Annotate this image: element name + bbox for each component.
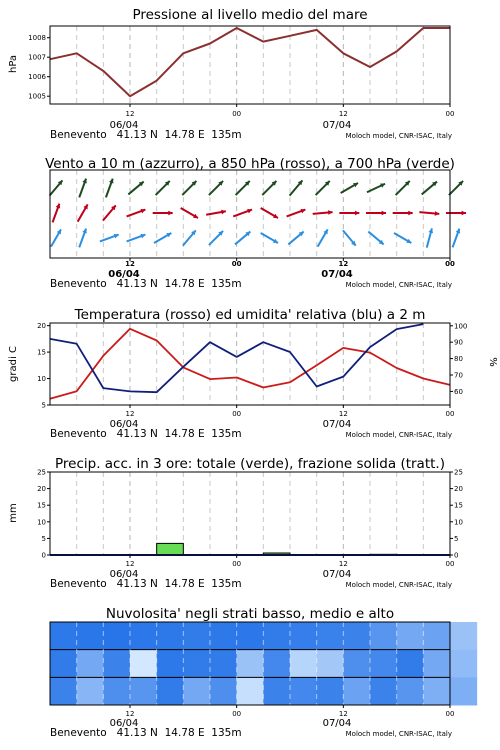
y-tick-label: 5 (41, 401, 46, 410)
cloud-cell (50, 622, 77, 650)
cloud-cell (210, 650, 237, 678)
wind-700-arrow (209, 181, 223, 195)
cloud-cell (450, 677, 477, 705)
wind-700-arrow (262, 181, 276, 195)
cloud-cell (157, 650, 184, 678)
cloud-cell (370, 677, 397, 705)
y-tick-label: 20 (454, 485, 463, 494)
pressure-footer (50, 120, 452, 141)
cloud-cell (130, 677, 157, 705)
y-tick-label: 1005 (28, 92, 46, 101)
cloud-cell (290, 622, 317, 650)
temp-rh-gridlines (77, 323, 424, 405)
x-tick-label: 12 (125, 110, 135, 118)
y-tick-label: 20 (37, 485, 46, 494)
wind-frame (50, 170, 450, 258)
cloud-cell (263, 677, 290, 705)
arrow-head (462, 211, 466, 216)
wind-10m-arrow (427, 228, 433, 247)
x-tick-label: 12 (125, 710, 135, 718)
cloud-cell (237, 622, 264, 650)
cloud-cell (290, 677, 317, 705)
arrow-head (168, 211, 172, 216)
temp-rh-panel (8, 307, 498, 440)
cloud-credit: Moloch model, CNR-ISAC, Italy (345, 730, 452, 738)
temp-y-ticks (37, 322, 50, 409)
wind-location: Benevento 41.13 N 14.78 E 135m (50, 278, 242, 290)
pressure-series (50, 28, 450, 96)
wind-700-arrow (182, 181, 196, 195)
cloud-cell (77, 650, 104, 678)
wind-850-arrow (287, 209, 306, 217)
wind-arrows (50, 179, 466, 248)
cloud-location: Benevento 41.13 N 14.78 E 135m (50, 727, 242, 739)
precip-gridlines (77, 472, 424, 555)
cloud-cell (103, 622, 130, 650)
cloud-cell (157, 677, 184, 705)
cloud-cell (210, 677, 237, 705)
wind-850-arrow (446, 211, 466, 216)
arrow-head (408, 211, 412, 216)
temp-rh-title: Temperatura (rosso) ed umidita' relativa (blu) a 2 m (74, 307, 426, 323)
x-tick-label: 12 (338, 260, 349, 268)
x-tick-label: 00 (231, 260, 242, 268)
wind-850-arrow (153, 211, 173, 216)
precip-x-ticks (126, 555, 455, 568)
wind-10m-arrow (318, 229, 328, 246)
x-tick-label: 12 (125, 410, 135, 418)
y-tick-label: 10 (37, 518, 46, 527)
cloud-cell (290, 650, 317, 678)
wind-850-arrow (103, 205, 116, 220)
wind-x-ticks (125, 258, 455, 268)
x-tick-label: 12 (338, 560, 348, 568)
wind-850-arrow (366, 211, 386, 216)
temp-rh-series (50, 324, 450, 399)
cloud-cell (343, 677, 370, 705)
wind-10m-arrow (453, 229, 461, 248)
cloud-cell (423, 622, 450, 650)
cloud-cell (237, 677, 264, 705)
cloud-cell (77, 622, 104, 650)
wind-panel (45, 156, 466, 290)
x-tick-label: 12 (338, 710, 348, 718)
temp-rh-x-ticks (126, 405, 455, 418)
y-tick-label: 15 (37, 348, 46, 357)
y-tick-label: 25 (37, 468, 46, 477)
wind-700-arrow (367, 183, 385, 192)
y-tick-label: 0 (41, 551, 46, 560)
cloud-cell (237, 650, 264, 678)
cloud-cell (183, 677, 210, 705)
precip-location: Benevento 41.13 N 14.78 E 135m (50, 578, 242, 590)
pressure-line (50, 28, 450, 96)
wind-10m-arrow (51, 229, 61, 246)
cloud-cell (450, 622, 477, 650)
x-tick-label: 12 (125, 560, 135, 568)
precip-panel (8, 456, 463, 590)
cloud-panel (50, 606, 477, 739)
x-tick-label: 12 (338, 110, 348, 118)
rh-ylabel: % (487, 357, 498, 367)
y-tick-label: 10 (454, 518, 463, 527)
pressure-x-ticks (126, 104, 455, 118)
cloud-footer (50, 718, 452, 739)
temp-ylabel: gradi C (8, 346, 19, 382)
cloud-cell (50, 650, 77, 678)
y-tick-label: 1006 (28, 73, 46, 82)
x-tick-label: 00 (445, 260, 455, 268)
y-tick-label: 15 (454, 501, 463, 510)
cloud-cell (423, 677, 450, 705)
x-tick-label: 00 (232, 410, 242, 418)
wind-850-arrow (127, 209, 146, 217)
temp-rh-location: Benevento 41.13 N 14.78 E 135m (50, 428, 242, 440)
wind-850-arrow (53, 204, 61, 223)
cloud-cell (370, 622, 397, 650)
wind-10m-arrow (183, 230, 196, 245)
x-tick-label: 00 (445, 110, 455, 118)
cloud-cell (343, 622, 370, 650)
pressure-panel (8, 7, 454, 141)
wind-footer (50, 269, 452, 290)
wind-10m-arrow (79, 229, 87, 248)
x-tick-label: 00 (232, 560, 242, 568)
wind-700-arrow (316, 181, 330, 195)
y-tick-label: 15 (37, 501, 46, 510)
precip-y-ticks (37, 469, 50, 560)
precip-frame (50, 472, 450, 555)
cloud-cell (423, 650, 450, 678)
wind-10m-arrow (343, 230, 356, 245)
temp-rh-date-2: 07/04 (322, 419, 352, 430)
cloud-cell (263, 650, 290, 678)
x-tick-label: 00 (445, 560, 455, 568)
pressure-frame (50, 26, 450, 104)
wind-850-arrow (313, 210, 333, 215)
cloud-cell (397, 650, 424, 678)
pressure-gridlines (77, 26, 424, 104)
cloud-cell (183, 650, 210, 678)
wind-10m-arrow (235, 232, 250, 245)
y-tick-label: 20 (37, 322, 46, 331)
temp-rh-credit: Moloch model, CNR-ISAC, Italy (345, 431, 452, 439)
precip-ylabel: mm (8, 503, 19, 523)
arrow-head (382, 211, 386, 216)
wind-10m-arrow (209, 231, 223, 245)
arrow-head (355, 211, 359, 216)
y-tick-label: 70 (454, 371, 463, 380)
cloud-cell (317, 622, 344, 650)
pressure-date-1: 06/04 (109, 120, 139, 131)
cloud-cell (317, 677, 344, 705)
cloud-cell (103, 650, 130, 678)
precip-bars (50, 543, 450, 555)
rh-y-ticks (450, 322, 467, 396)
wind-credit: Moloch model, CNR-ISAC, Italy (345, 281, 452, 289)
wind-700-arrow (79, 179, 87, 198)
y-tick-label: 60 (454, 387, 463, 396)
y-tick-label: 100 (454, 322, 468, 331)
precip-bar (157, 543, 184, 555)
wind-700-arrow (50, 180, 63, 195)
precip-credit: Moloch model, CNR-ISAC, Italy (345, 581, 452, 589)
cloud-cell (397, 622, 424, 650)
y-tick-label: 10 (37, 375, 46, 384)
arrow-head (435, 211, 440, 216)
cloud-cell (103, 677, 130, 705)
wind-10m-arrow (100, 234, 119, 242)
wind-700-arrow (128, 182, 143, 195)
wind-10m-arrow (288, 232, 303, 245)
y-tick-label: 1007 (28, 53, 46, 62)
wind-700-arrow (449, 181, 463, 195)
precip-date-2: 07/04 (322, 569, 352, 580)
wind-700-arrow (106, 179, 114, 198)
x-tick-label: 00 (445, 710, 455, 718)
precip-title: Precip. acc. in 3 ore: totale (verde), frazione solida (tratt.) (55, 456, 445, 472)
cloud-cell (130, 650, 157, 678)
cloud-cell (50, 677, 77, 705)
y-tick-label: 5 (454, 534, 459, 543)
cloud-date-2: 07/04 (322, 718, 352, 729)
cloud-cell (370, 650, 397, 678)
cloud-cell (77, 677, 104, 705)
precip-footer (50, 569, 452, 590)
y-tick-label: 90 (454, 338, 463, 347)
wind-700-arrow (422, 182, 437, 195)
wind-date-2: 07/04 (321, 269, 353, 280)
x-tick-label: 00 (232, 710, 242, 718)
cloud-x-ticks (126, 705, 455, 718)
wind-700-arrow (156, 181, 170, 195)
pressure-title: Pressione al livello medio del mare (132, 7, 368, 23)
y-tick-label: 1008 (28, 34, 46, 43)
pressure-date-2: 07/04 (322, 120, 352, 131)
wind-850-arrow (206, 210, 226, 215)
x-tick-label: 00 (445, 410, 455, 418)
temp-rh-footer (50, 419, 452, 440)
cloud-cell (263, 622, 290, 650)
cloud-cell (210, 622, 237, 650)
wind-700-arrow (290, 180, 303, 195)
wind-700-arrow (396, 181, 410, 195)
precip-y2-ticks (450, 469, 463, 560)
pressure-ylabel: hPa (8, 54, 19, 74)
y-tick-label: 0 (454, 551, 459, 560)
pressure-location: Benevento 41.13 N 14.78 E 135m (50, 129, 242, 141)
pressure-y-ticks (28, 34, 50, 101)
wind-850-arrow (419, 211, 439, 216)
temp-rh-date-1: 06/04 (109, 419, 139, 430)
wind-date-1: 06/04 (108, 269, 140, 280)
wind-10m-arrow (127, 234, 146, 242)
x-tick-label: 12 (338, 410, 348, 418)
y-tick-label: 80 (454, 355, 463, 364)
cloud-cell (183, 622, 210, 650)
x-tick-label: 00 (232, 110, 242, 118)
cloud-title: Nuvolosita' negli strati basso, medio e alto (105, 606, 395, 622)
cloud-cell (343, 650, 370, 678)
precip-date-1: 06/04 (109, 569, 139, 580)
pressure-credit: Moloch model, CNR-ISAC, Italy (345, 132, 452, 140)
cloud-cell (397, 677, 424, 705)
wind-850-arrow (78, 204, 88, 221)
cloud-cell (450, 650, 477, 678)
wind-850-arrow (233, 209, 252, 217)
wind-850-arrow (393, 211, 413, 216)
y-tick-label: 5 (41, 534, 46, 543)
cloud-cell (130, 622, 157, 650)
wind-850-arrow (339, 211, 359, 216)
cloud-cell (157, 622, 184, 650)
y-tick-label: 25 (454, 468, 463, 477)
wind-700-arrow (236, 181, 250, 195)
wind-10m-arrow (368, 232, 383, 245)
x-tick-label: 12 (125, 260, 135, 268)
cloud-date-1: 06/04 (109, 718, 139, 729)
cloud-cell (317, 650, 344, 678)
arrow-head (328, 210, 333, 215)
wind-title: Vento a 10 m (azzurro), a 850 hPa (rosso), a 700 hPa (verde) (45, 156, 455, 172)
